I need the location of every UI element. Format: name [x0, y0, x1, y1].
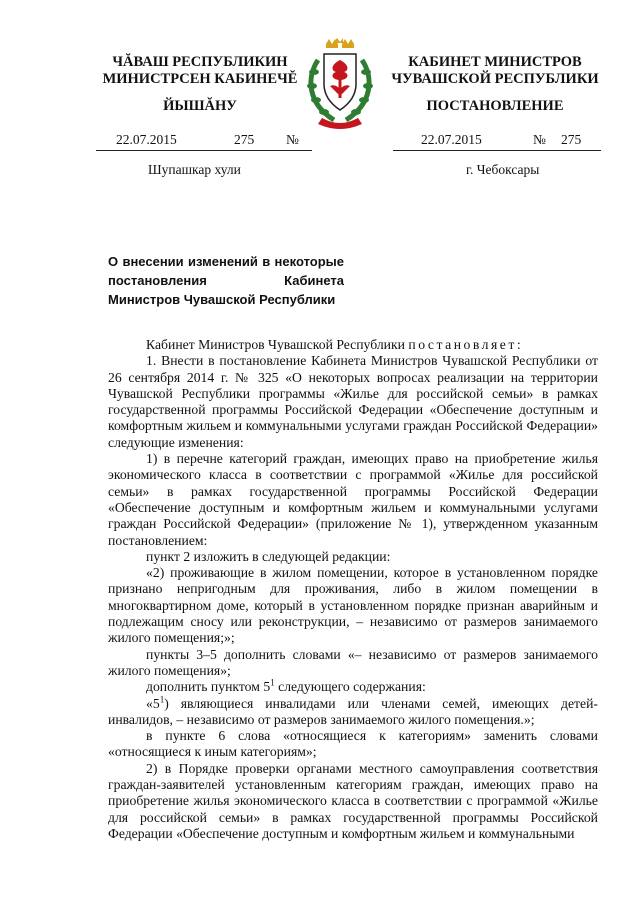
p7-text-b: ) являющиеся инвалидами или членами семей, имеющих детей-инвалидов, – независимо от размеров занимаемого жилого помещения.»;	[108, 695, 598, 727]
paragraph-2: 1) в перечне категорий граждан, имеющих право на приобретение жилья экономического класса в соответствии с программой «Жилье для российской семьи» в рамках государственной программы Российской Федерации «Обеспечение доступным и комфортным жильем и коммунальными услугами граждан Российской Федерации» (приложение № 1), утвержденном указанным постановлением:	[108, 451, 598, 548]
paragraph-5: пункты 3–5 дополнить словами «– независимо от размеров занимаемого жилого помещения»;	[108, 646, 598, 678]
paragraph-8: в пункте 6 слова «относящиеся к категориям» заменить словами «относящиеся к иным категориям»;	[108, 728, 598, 760]
p7-superscript: 1	[159, 693, 165, 704]
chuvash-coat-of-arms-icon	[304, 38, 376, 130]
p6-text-a: дополнить пунктом 5	[146, 679, 271, 695]
paragraph-3: пункт 2 изложить в следующей редакции:	[146, 548, 391, 564]
reg-left-number: 275	[234, 132, 255, 147]
p6-text-b: следующего содержания:	[274, 679, 426, 695]
paragraph-9: 2) в Порядке проверки органами местного самоуправления соответствия граждан-заявителей установленным категориям граждан, имеющих право на приобретение жилья экономического класса в соответствии с программой «Жилье для российской семьи» в рамках государственной программы Российской Федерации «Обеспечение доступным и комфортным жильем и коммунальными	[108, 760, 598, 841]
paragraph-1: 1. Внести в постановление Кабинета Министров Чувашской Республики от 26 сентября 2014 г. № 325 «О некоторых вопросах реализации на территории Чувашской Республики программы «Жилье для российской семьи» в рамках государственной программы Российской Федерации «Обеспечение доступным и комфортным жильем и коммунальными услугами граждан Российской Федерации» следующие изменения:	[108, 353, 598, 450]
preamble-resolves: постановляет:	[408, 337, 524, 352]
reg-left-no-sign: №	[286, 132, 299, 147]
document-body	[108, 337, 598, 842]
paragraph-preamble	[108, 337, 598, 353]
preamble-issuer: Кабинет Министров Чувашской Республики	[146, 337, 405, 352]
p6-superscript: 1	[270, 677, 275, 688]
paragraph-6	[108, 679, 598, 695]
emblem-crowns	[326, 38, 354, 48]
p7-text-a: «5	[146, 695, 160, 711]
document-subject: О внесении изменений в некоторые постановления Кабинета Министров Чувашской Республики	[108, 254, 344, 307]
paragraph-4: «2) проживающие в жилом помещении, которое в установленном порядке признано непригодным для проживания, либо в жилом помещении в многоквартирном доме, который в установленном порядке признан аварийным и подлежащим сносу или реконструкции, – независимо от размеров занимаемого жилого помещения;»;	[108, 565, 598, 646]
registration-left	[96, 132, 312, 151]
registration-right	[393, 132, 601, 151]
header-right-line2: ЧУВАШСКОЙ РЕСПУБЛИКИ	[391, 71, 599, 87]
header-right-line1: КАБИНЕТ МИНИСТРОВ	[408, 54, 582, 70]
doc-type-left: ЙЫШĂНУ	[163, 98, 237, 114]
header-right	[385, 54, 605, 88]
header-left-line2: МИНИСТРСЕН КАБИНЕЧĔ	[102, 71, 298, 87]
reg-left-date: 22.07.2015	[116, 132, 177, 147]
doc-type-right: ПОСТАНОВЛЕНИЕ	[426, 98, 564, 114]
reg-right-date: 22.07.2015	[421, 132, 482, 147]
reg-right-number: 275	[561, 132, 582, 147]
reg-right-no-sign: №	[533, 132, 546, 147]
header-left-line1: ЧĂВАШ РЕСПУБЛИКИН	[112, 54, 288, 70]
place-left: Шупашкар хули	[148, 162, 241, 177]
place-right: г. Чебоксары	[466, 162, 540, 177]
emblem-ribbon	[318, 118, 362, 129]
paragraph-7	[108, 693, 598, 729]
header-left	[90, 54, 310, 88]
